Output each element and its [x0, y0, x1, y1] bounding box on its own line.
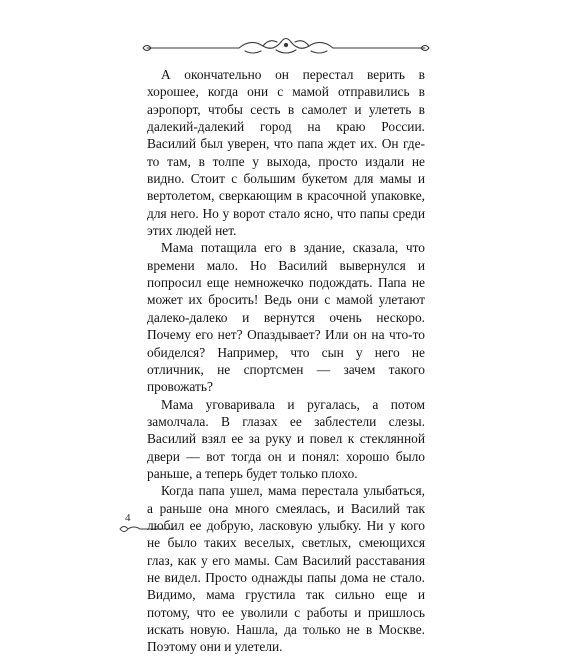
page-number: 4 [125, 512, 131, 524]
paragraph: А окончательно он перестал верить в хорошее, когда они с мамой отправились в аэропорт, чтобы сесть в самолет и улететь в далекий-далекий город на краю России. Василий был уверен, что папа ждет их. Он где-то там, в толпе у выхода, просто издали не видно. Стоит с большим букетом для мамы и вертолетом, сверкающим в красочной упаковке, для него. Но у ворот стало ясно, что папы среди этих людей нет. [147, 67, 425, 239]
footer-ornament [118, 522, 176, 536]
paragraph: Мама потащила его в здание, сказала, что времени мало. Но Василий вывернулся и попросил еще немножечко подождать. Папа не может их бросить! Ведь они с мамой улетают далеко-далеко и вернутся очень нескоро. Почему его нет? Опаздывает? Или он на что-то обиделся? Например, что сын у него не отличник, не спортсмен — зачем такого провожать? [147, 240, 425, 395]
paragraph: Когда папа ушел, мама перестала улыбаться, а раньше она много смеялась, и Василий так любил ее добрую, ласковую улыбку. Ни у кого не было таких веселых, светлых, смеющихся глаз, как у его мамы. Сам Василий расставания не видел. Просто однажды папы дома не стало. Видимо, мама грустила так сильно еще и потому, что ее уволили с работы и пришлось искать новую. Нашла, да только не в Москве. Поэтому они и улетели. [147, 483, 425, 655]
paragraph: Мама уговаривала и ругалась, а потом замолчала. В глазах ее заблестели слезы. Василий взял ее за руку и повел к стеклянной двери — вот тогда он и понял: хорошо было раньше, а теперь будет только плохо. [147, 396, 425, 481]
page-body [147, 64, 425, 656]
header-ornament [141, 33, 431, 57]
